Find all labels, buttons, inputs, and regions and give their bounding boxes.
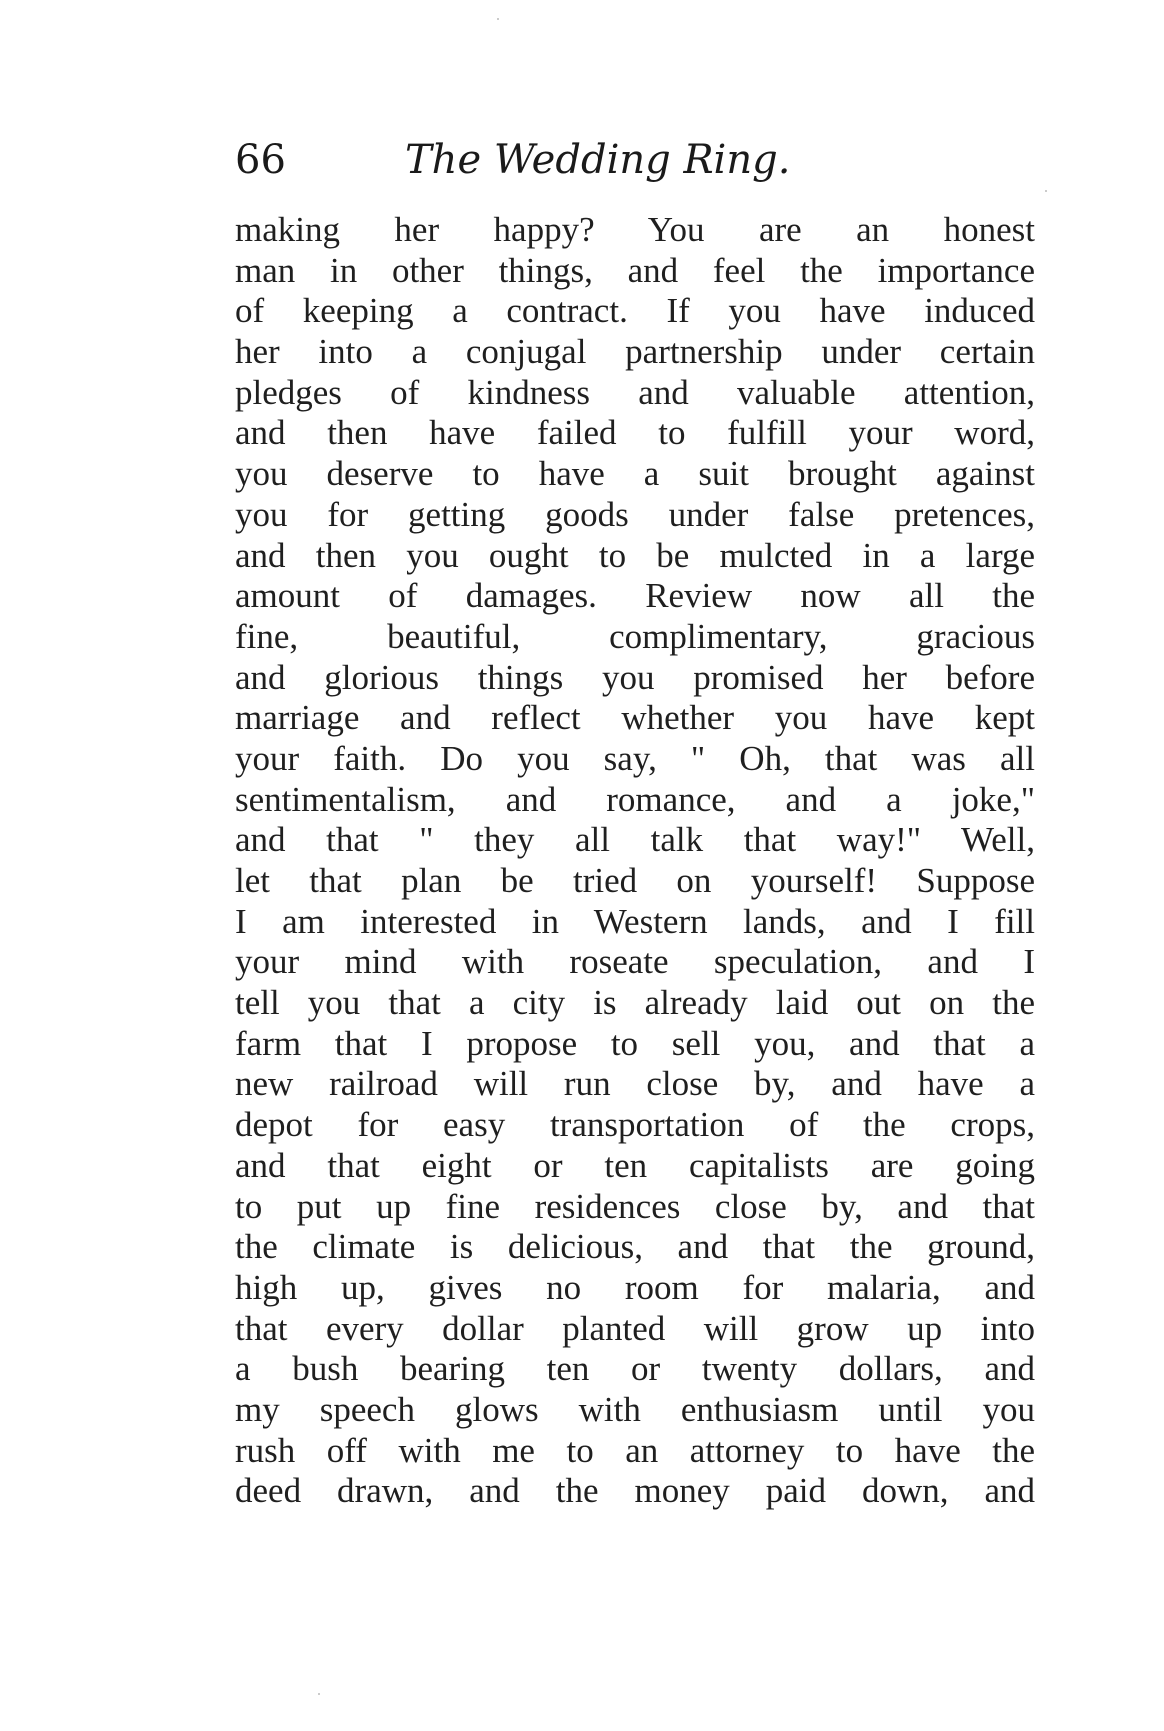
text-line: making her happy? You are an honest — [235, 210, 1035, 249]
text-line: marriage and reflect whether you have kept — [235, 698, 1035, 738]
text-line: your faith. Do you say, " Oh, that was all — [235, 738, 1035, 778]
text-line: you for getting goods under false pretences, — [235, 494, 1035, 534]
text-line: to put up fine residences close by, and that — [235, 1186, 1035, 1226]
page-header — [235, 137, 1035, 200]
text-line: amount of damages. Review now all the — [235, 576, 1035, 616]
text-line: a bush bearing ten or twenty dollars, and — [235, 1349, 1035, 1389]
text-line: man in other things, and feel the importance — [235, 250, 1035, 290]
paper-speck — [318, 1693, 320, 1695]
text-line: farm that I propose to sell you, and that a — [235, 1023, 1035, 1063]
text-line: and that eight or ten capitalists are going — [235, 1145, 1035, 1185]
text-line: depot for easy transportation of the crops, — [235, 1105, 1035, 1145]
text-line: you deserve to have a suit brought against — [235, 454, 1035, 494]
text-line: the climate is delicious, and that the ground, — [235, 1227, 1035, 1267]
text-line: pledges of kindness and valuable attention, — [235, 372, 1035, 412]
text-line: and that " they all talk that way!" Well, — [235, 820, 1035, 860]
text-line: and then have failed to fulfill your word, — [235, 413, 1035, 453]
text-line: new railroad will run close by, and have a — [235, 1064, 1035, 1104]
body-text — [235, 210, 1035, 1512]
page-number: 66 — [235, 137, 286, 183]
running-title: The Wedding Ring. — [405, 137, 791, 183]
text-line: and then you ought to be mulcted in a large — [235, 535, 1035, 575]
text-line: tell you that a city is already laid out on the — [235, 983, 1035, 1023]
text-line: deed drawn, and the money paid down, and — [235, 1471, 1035, 1511]
text-line: her into a conjugal partnership under certain — [235, 332, 1035, 372]
text-line: my speech glows with enthusiasm until you — [235, 1389, 1035, 1429]
text-line: sentimentalism, and romance, and a joke," — [235, 779, 1035, 819]
text-line: let that plan be tried on yourself! Suppose — [235, 861, 1035, 900]
text-line: that every dollar planted will grow up into — [235, 1308, 1035, 1348]
text-line: your mind with roseate speculation, and I — [235, 942, 1035, 982]
paper-speck — [497, 18, 499, 20]
text-line: rush off with me to an attorney to have the — [235, 1430, 1035, 1470]
text-line: high up, gives no room for malaria, and — [235, 1267, 1035, 1307]
text-line: of keeping a contract. If you have induced — [235, 291, 1035, 331]
paper-speck — [1045, 190, 1047, 192]
text-line: and glorious things you promised her before — [235, 657, 1035, 697]
text-line: I am interested in Western lands, and I fill — [235, 901, 1035, 941]
text-line: fine, beautiful, complimentary, gracious — [235, 616, 1035, 656]
